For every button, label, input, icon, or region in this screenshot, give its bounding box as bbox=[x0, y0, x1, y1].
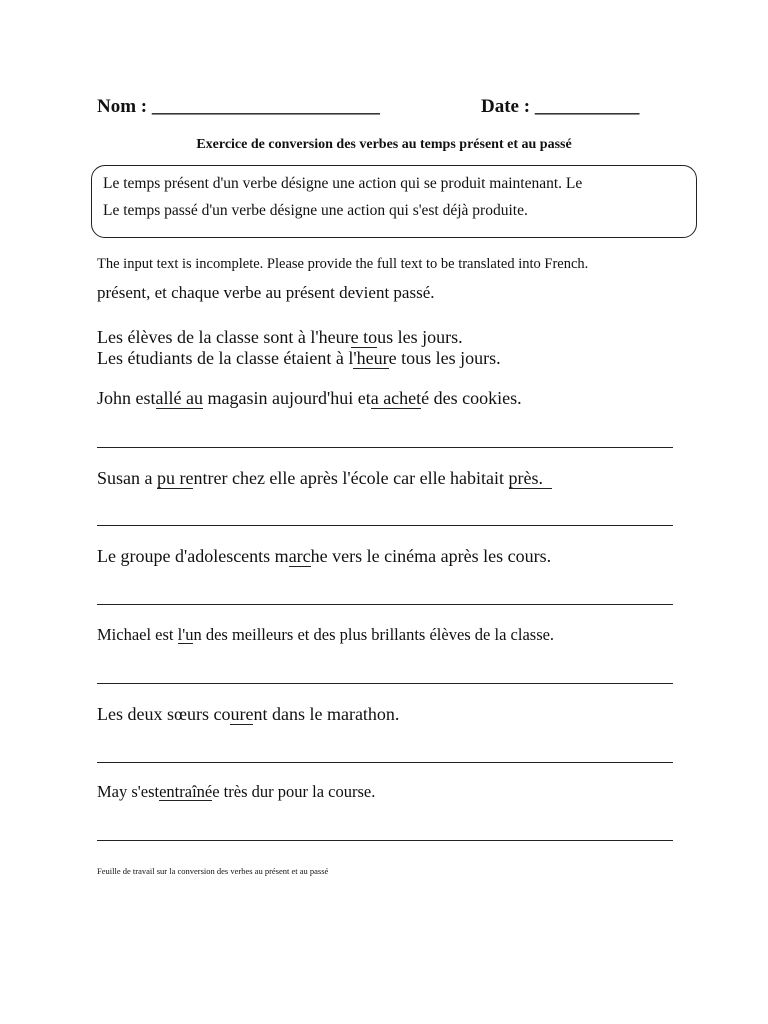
sentence-underlined: a achet bbox=[370, 388, 422, 408]
sentence-text: é des cookies. bbox=[421, 388, 522, 408]
example-past-pre: Les étudiants de la classe étaient à l bbox=[97, 348, 354, 368]
answer-line-6[interactable] bbox=[97, 840, 673, 841]
sentence-underlined: pu re bbox=[157, 468, 194, 488]
page-title: Exercice de conversion des verbes au temps présent et au passé bbox=[196, 137, 572, 152]
footer: Feuille de travail sur la conversion des verbes au présent et au passé bbox=[97, 866, 329, 876]
sentence-text: John est bbox=[97, 388, 156, 408]
sentence-text: e très dur pour la course. bbox=[212, 782, 376, 801]
sentence-text: he vers le cinéma après les cours. bbox=[310, 546, 552, 566]
example-past-underlined: 'heur bbox=[353, 348, 389, 368]
answer-line-3[interactable] bbox=[97, 604, 673, 605]
date-label: Date : bbox=[481, 96, 535, 117]
instruction: présent, et chaque verbe au présent devient passé. bbox=[97, 283, 435, 302]
sentence-text: magasin aujourd'hui et bbox=[202, 388, 371, 408]
incomplete-note: The input text is incomplete. Please provide the full text to be translated into French. bbox=[97, 256, 589, 272]
example-present-underlined: e to bbox=[350, 327, 378, 347]
sentence-6 bbox=[97, 782, 375, 802]
sentence-3 bbox=[97, 546, 551, 567]
sentence-4 bbox=[97, 625, 554, 645]
sentence-5 bbox=[97, 704, 399, 725]
sentence-underlined: l'u bbox=[177, 625, 194, 644]
example-past bbox=[97, 348, 501, 369]
definition-line-2: Le temps passé d'un verbe désigne une action qui s'est déjà produite. bbox=[103, 202, 528, 219]
example-present-pre: Les élèves de la classe sont à l'heur bbox=[97, 327, 351, 347]
answer-line-1[interactable] bbox=[97, 447, 673, 448]
name-field bbox=[97, 96, 380, 118]
answer-line-5[interactable] bbox=[97, 762, 673, 763]
sentence-underlined: près. bbox=[508, 468, 553, 488]
sentence-1 bbox=[97, 388, 522, 409]
sentence-underlined: allé au bbox=[155, 388, 203, 408]
date-field bbox=[481, 96, 639, 118]
example-present-post: us les jours. bbox=[377, 327, 463, 347]
name-label: Nom : bbox=[97, 96, 152, 117]
example-past-post: e tous les jours. bbox=[388, 348, 501, 368]
sentence-text: n des meilleurs et des plus brillants élèves de la classe. bbox=[193, 625, 555, 644]
sentence-text: Michael est bbox=[97, 625, 178, 644]
answer-line-2[interactable] bbox=[97, 525, 673, 526]
date-blank[interactable]: ___________ bbox=[534, 96, 640, 117]
sentence-text: Susan a bbox=[97, 468, 157, 488]
sentence-text: Les deux sœurs co bbox=[97, 704, 231, 724]
sentence-text: May s'est bbox=[97, 782, 160, 801]
sentence-text: nt dans le marathon. bbox=[253, 704, 400, 724]
answer-line-4[interactable] bbox=[97, 683, 673, 684]
sentence-2 bbox=[97, 468, 552, 489]
name-blank[interactable]: ________________________ bbox=[151, 96, 380, 117]
definition-line-1: Le temps présent d'un verbe désigne une action qui se produit maintenant. Le bbox=[103, 175, 583, 192]
sentence-text: ntrer chez elle après l'école car elle habitait bbox=[193, 468, 509, 488]
example-present bbox=[97, 327, 463, 348]
sentence-underlined: arc bbox=[288, 546, 311, 566]
sentence-underlined: entraîné bbox=[159, 782, 213, 801]
sentence-underlined: ure bbox=[230, 704, 254, 724]
sentence-text: Le groupe d'adolescents m bbox=[97, 546, 289, 566]
